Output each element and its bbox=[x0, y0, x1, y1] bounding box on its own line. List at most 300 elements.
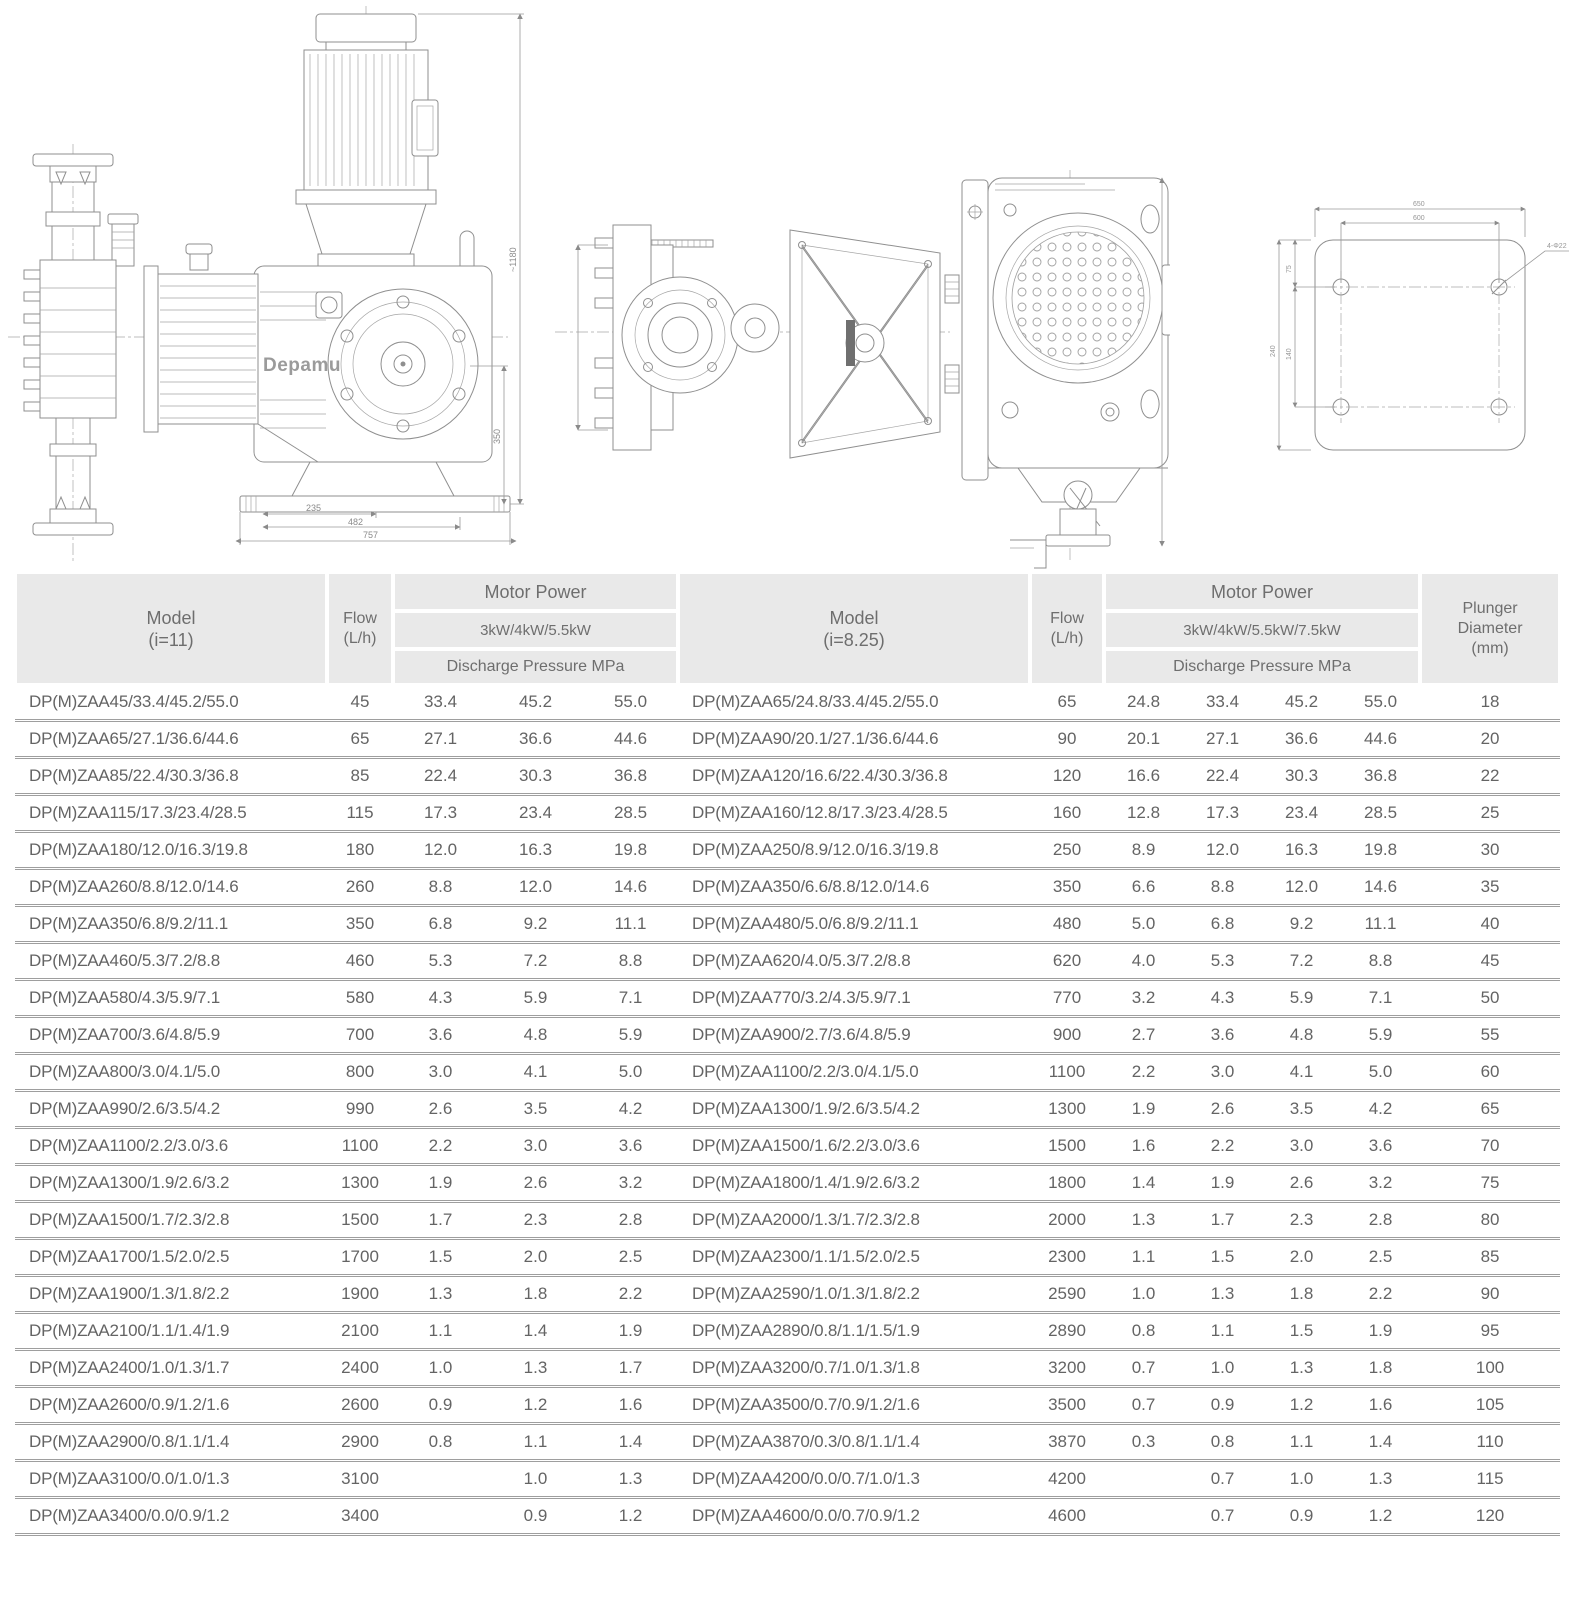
header-ratio-right-label: (i=8.25) bbox=[823, 629, 885, 650]
pressure-cell-right-0: 2.7 bbox=[1104, 1018, 1183, 1055]
pressure-cell-left-2: 1.7 bbox=[583, 1351, 678, 1388]
pressure-cell-right-1: 6.8 bbox=[1183, 907, 1262, 944]
pressure-cell-left-0: 1.5 bbox=[393, 1240, 488, 1277]
flow-cell-left: 3100 bbox=[327, 1462, 393, 1499]
pressure-cell-left-2: 14.6 bbox=[583, 870, 678, 907]
flow-cell-right: 770 bbox=[1030, 981, 1104, 1018]
pressure-cell-left-0: 1.3 bbox=[393, 1277, 488, 1314]
model-cell-left: DP(M)ZAA180/12.0/16.3/19.8 bbox=[15, 833, 327, 870]
header-model-left-label: Model bbox=[146, 607, 196, 628]
flow-cell-left: 115 bbox=[327, 796, 393, 833]
plunger-diameter-cell: 100 bbox=[1420, 1351, 1560, 1388]
pressure-cell-left-2: 8.8 bbox=[583, 944, 678, 981]
header-motor-power-left: Motor Power bbox=[393, 572, 678, 611]
pressure-cell-right-3: 11.1 bbox=[1341, 907, 1420, 944]
spec-row bbox=[15, 1203, 1560, 1240]
flow-cell-right: 3500 bbox=[1030, 1388, 1104, 1425]
pressure-cell-right-3: 1.2 bbox=[1341, 1499, 1420, 1536]
pressure-cell-left-1: 1.0 bbox=[488, 1462, 583, 1499]
flow-cell-right: 250 bbox=[1030, 833, 1104, 870]
pressure-cell-left-2: 19.8 bbox=[583, 833, 678, 870]
pressure-cell-left-2: 44.6 bbox=[583, 722, 678, 759]
pressure-cell-right-3: 14.6 bbox=[1341, 870, 1420, 907]
model-cell-left: DP(M)ZAA2900/0.8/1.1/1.4 bbox=[15, 1425, 327, 1462]
model-cell-right: DP(M)ZAA620/4.0/5.3/7.2/8.8 bbox=[678, 944, 1030, 981]
flow-cell-right: 3870 bbox=[1030, 1425, 1104, 1462]
flow-cell-left: 1900 bbox=[327, 1277, 393, 1314]
model-cell-right: DP(M)ZAA2300/1.1/1.5/2.0/2.5 bbox=[678, 1240, 1030, 1277]
header-flow-left bbox=[327, 572, 393, 685]
header-flow-right-label: Flow bbox=[1050, 609, 1084, 627]
model-cell-right: DP(M)ZAA65/24.8/33.4/45.2/55.0 bbox=[678, 685, 1030, 722]
pressure-cell-left-1: 1.2 bbox=[488, 1388, 583, 1425]
pressure-cell-right-2: 9.2 bbox=[1262, 907, 1341, 944]
pressure-cell-left-2: 3.2 bbox=[583, 1166, 678, 1203]
pressure-cell-right-2: 3.0 bbox=[1262, 1129, 1341, 1166]
pressure-cell-right-0: 1.0 bbox=[1104, 1277, 1183, 1314]
pressure-cell-right-2: 2.0 bbox=[1262, 1240, 1341, 1277]
plunger-diameter-cell: 50 bbox=[1420, 981, 1560, 1018]
flow-cell-right: 90 bbox=[1030, 722, 1104, 759]
pressure-cell-right-0: 24.8 bbox=[1104, 685, 1183, 722]
brand-label: Depamu bbox=[263, 355, 341, 376]
pressure-cell-right-2: 1.8 bbox=[1262, 1277, 1341, 1314]
pressure-cell-left-0: 4.3 bbox=[393, 981, 488, 1018]
plunger-diameter-cell: 85 bbox=[1420, 1240, 1560, 1277]
plunger-diameter-cell: 120 bbox=[1420, 1499, 1560, 1536]
dim-edge-offset: 75 bbox=[1286, 265, 1293, 273]
pressure-cell-left-0: 1.1 bbox=[393, 1314, 488, 1351]
pressure-cell-left-0 bbox=[393, 1462, 488, 1499]
pressure-cell-right-2: 4.1 bbox=[1262, 1055, 1341, 1092]
spec-row bbox=[15, 1055, 1560, 1092]
pressure-cell-left-0: 3.6 bbox=[393, 1018, 488, 1055]
flow-cell-right: 1300 bbox=[1030, 1092, 1104, 1129]
flow-cell-left: 700 bbox=[327, 1018, 393, 1055]
flow-cell-left: 800 bbox=[327, 1055, 393, 1092]
pressure-cell-right-3: 1.8 bbox=[1341, 1351, 1420, 1388]
model-cell-left: DP(M)ZAA3100/0.0/1.0/1.3 bbox=[15, 1462, 327, 1499]
pressure-cell-right-0: 3.2 bbox=[1104, 981, 1183, 1018]
flow-cell-left: 580 bbox=[327, 981, 393, 1018]
pressure-cell-left-2: 3.6 bbox=[583, 1129, 678, 1166]
model-cell-left: DP(M)ZAA260/8.8/12.0/14.6 bbox=[15, 870, 327, 907]
plunger-diameter-cell: 30 bbox=[1420, 833, 1560, 870]
pressure-cell-left-1: 2.0 bbox=[488, 1240, 583, 1277]
model-cell-right: DP(M)ZAA3870/0.3/0.8/1.1/1.4 bbox=[678, 1425, 1030, 1462]
model-cell-left: DP(M)ZAA800/3.0/4.1/5.0 bbox=[15, 1055, 327, 1092]
pressure-cell-right-0: 0.8 bbox=[1104, 1314, 1183, 1351]
pressure-cell-right-0: 1.4 bbox=[1104, 1166, 1183, 1203]
pressure-cell-right-0: 1.6 bbox=[1104, 1129, 1183, 1166]
flow-cell-right: 350 bbox=[1030, 870, 1104, 907]
pressure-cell-right-0: 0.7 bbox=[1104, 1388, 1183, 1425]
dim-overall-height: ~1180 bbox=[508, 247, 518, 272]
flow-cell-right: 1500 bbox=[1030, 1129, 1104, 1166]
pressure-cell-left-1: 16.3 bbox=[488, 833, 583, 870]
spec-row bbox=[15, 796, 1560, 833]
header-flow-right bbox=[1030, 572, 1104, 685]
dim-base-a: 235 bbox=[306, 503, 322, 513]
spec-table-body bbox=[15, 685, 1560, 1536]
pressure-cell-right-2: 1.0 bbox=[1262, 1462, 1341, 1499]
pressure-cell-left-0: 1.0 bbox=[393, 1351, 488, 1388]
flow-cell-left: 2400 bbox=[327, 1351, 393, 1388]
pressure-cell-left-0: 2.6 bbox=[393, 1092, 488, 1129]
model-cell-left: DP(M)ZAA700/3.6/4.8/5.9 bbox=[15, 1018, 327, 1055]
pressure-cell-left-0: 8.8 bbox=[393, 870, 488, 907]
model-cell-left: DP(M)ZAA1900/1.3/1.8/2.2 bbox=[15, 1277, 327, 1314]
flow-cell-right: 160 bbox=[1030, 796, 1104, 833]
pressure-cell-right-2: 7.2 bbox=[1262, 944, 1341, 981]
model-cell-right: DP(M)ZAA2590/1.0/1.3/1.8/2.2 bbox=[678, 1277, 1030, 1314]
model-cell-left: DP(M)ZAA460/5.3/7.2/8.8 bbox=[15, 944, 327, 981]
flow-cell-left: 65 bbox=[327, 722, 393, 759]
pressure-cell-left-2: 2.8 bbox=[583, 1203, 678, 1240]
header-plunger-line1: Plunger bbox=[1462, 599, 1518, 617]
pressure-cell-left-2: 36.8 bbox=[583, 759, 678, 796]
flow-cell-left: 180 bbox=[327, 833, 393, 870]
flow-cell-left: 990 bbox=[327, 1092, 393, 1129]
pressure-cell-right-3: 55.0 bbox=[1341, 685, 1420, 722]
pressure-cell-right-1: 1.0 bbox=[1183, 1351, 1262, 1388]
pressure-cell-right-2: 16.3 bbox=[1262, 833, 1341, 870]
pressure-cell-right-2: 4.8 bbox=[1262, 1018, 1341, 1055]
pressure-cell-left-0: 12.0 bbox=[393, 833, 488, 870]
pressure-cell-left-2: 1.3 bbox=[583, 1462, 678, 1499]
pressure-cell-left-1: 30.3 bbox=[488, 759, 583, 796]
pressure-cell-left-2: 1.4 bbox=[583, 1425, 678, 1462]
plunger-diameter-cell: 40 bbox=[1420, 907, 1560, 944]
pressure-cell-right-1: 0.7 bbox=[1183, 1462, 1262, 1499]
pressure-cell-right-1: 0.8 bbox=[1183, 1425, 1262, 1462]
flow-cell-right: 65 bbox=[1030, 685, 1104, 722]
flow-cell-left: 260 bbox=[327, 870, 393, 907]
pressure-cell-right-1: 3.6 bbox=[1183, 1018, 1262, 1055]
pressure-cell-right-1: 1.7 bbox=[1183, 1203, 1262, 1240]
flow-cell-right: 2890 bbox=[1030, 1314, 1104, 1351]
flow-cell-right: 1800 bbox=[1030, 1166, 1104, 1203]
pressure-cell-left-2: 2.2 bbox=[583, 1277, 678, 1314]
spec-row bbox=[15, 833, 1560, 870]
header-flow-unit-left-label: (L/h) bbox=[343, 629, 377, 647]
pressure-cell-left-0: 2.2 bbox=[393, 1129, 488, 1166]
pressure-cell-right-0 bbox=[1104, 1462, 1183, 1499]
plunger-diameter-cell: 35 bbox=[1420, 870, 1560, 907]
spec-row bbox=[15, 1314, 1560, 1351]
flow-cell-right: 4600 bbox=[1030, 1499, 1104, 1536]
pressure-cell-right-1: 8.8 bbox=[1183, 870, 1262, 907]
dim-plate-width: 650 bbox=[1413, 201, 1425, 208]
spec-row bbox=[15, 1351, 1560, 1388]
pressure-cell-right-0 bbox=[1104, 1499, 1183, 1536]
pressure-cell-left-1: 4.1 bbox=[488, 1055, 583, 1092]
flow-cell-left: 1700 bbox=[327, 1240, 393, 1277]
pressure-cell-right-0: 5.0 bbox=[1104, 907, 1183, 944]
spec-table-section bbox=[15, 572, 1560, 1536]
spec-row bbox=[15, 1425, 1560, 1462]
pressure-cell-right-3: 4.2 bbox=[1341, 1092, 1420, 1129]
pressure-cell-right-3: 3.2 bbox=[1341, 1166, 1420, 1203]
model-cell-right: DP(M)ZAA1800/1.4/1.9/2.6/3.2 bbox=[678, 1166, 1030, 1203]
model-cell-right: DP(M)ZAA770/3.2/4.3/5.9/7.1 bbox=[678, 981, 1030, 1018]
model-cell-right: DP(M)ZAA3500/0.7/0.9/1.2/1.6 bbox=[678, 1388, 1030, 1425]
header-model-right-label: Model bbox=[829, 607, 879, 628]
pressure-cell-left-1: 2.6 bbox=[488, 1166, 583, 1203]
header-model-right bbox=[678, 572, 1030, 685]
pressure-cell-left-1: 45.2 bbox=[488, 685, 583, 722]
pressure-cell-left-2: 2.5 bbox=[583, 1240, 678, 1277]
pressure-cell-right-0: 0.3 bbox=[1104, 1425, 1183, 1462]
pressure-cell-left-1: 9.2 bbox=[488, 907, 583, 944]
model-cell-right: DP(M)ZAA4600/0.0/0.7/0.9/1.2 bbox=[678, 1499, 1030, 1536]
pressure-cell-right-3: 5.0 bbox=[1341, 1055, 1420, 1092]
flow-cell-left: 3400 bbox=[327, 1499, 393, 1536]
plunger-diameter-cell: 18 bbox=[1420, 685, 1560, 722]
dim-hole-spacing: 140 bbox=[1286, 348, 1293, 360]
spec-row bbox=[15, 907, 1560, 944]
header-ratio-left-label: (i=11) bbox=[148, 629, 194, 650]
pressure-cell-right-2: 1.1 bbox=[1262, 1425, 1341, 1462]
pressure-cell-right-0: 0.7 bbox=[1104, 1351, 1183, 1388]
plunger-diameter-cell: 110 bbox=[1420, 1425, 1560, 1462]
hole-callout: 4-Φ22 bbox=[1547, 243, 1567, 250]
flow-cell-right: 2590 bbox=[1030, 1277, 1104, 1314]
pressure-cell-right-3: 44.6 bbox=[1341, 722, 1420, 759]
pressure-cell-left-1: 1.8 bbox=[488, 1277, 583, 1314]
flow-cell-left: 2600 bbox=[327, 1388, 393, 1425]
model-cell-left: DP(M)ZAA2100/1.1/1.4/1.9 bbox=[15, 1314, 327, 1351]
pressure-cell-right-2: 2.3 bbox=[1262, 1203, 1341, 1240]
flow-cell-right: 1100 bbox=[1030, 1055, 1104, 1092]
pressure-cell-right-1: 22.4 bbox=[1183, 759, 1262, 796]
model-cell-right: DP(M)ZAA90/20.1/27.1/36.6/44.6 bbox=[678, 722, 1030, 759]
model-cell-right: DP(M)ZAA350/6.6/8.8/12.0/14.6 bbox=[678, 870, 1030, 907]
pressure-cell-right-2: 30.3 bbox=[1262, 759, 1341, 796]
pressure-cell-right-1: 1.1 bbox=[1183, 1314, 1262, 1351]
pressure-cell-left-0: 1.7 bbox=[393, 1203, 488, 1240]
pressure-cell-right-3: 28.5 bbox=[1341, 796, 1420, 833]
pressure-cell-right-1: 0.7 bbox=[1183, 1499, 1262, 1536]
spec-row bbox=[15, 1499, 1560, 1536]
pressure-cell-left-1: 5.9 bbox=[488, 981, 583, 1018]
pressure-cell-right-3: 1.6 bbox=[1341, 1388, 1420, 1425]
header-model-left bbox=[15, 572, 327, 685]
base-plate-drawing bbox=[1245, 195, 1575, 490]
pressure-cell-right-2: 45.2 bbox=[1262, 685, 1341, 722]
spec-row bbox=[15, 981, 1560, 1018]
pressure-cell-left-1: 1.3 bbox=[488, 1351, 583, 1388]
pressure-cell-right-3: 1.9 bbox=[1341, 1314, 1420, 1351]
plunger-diameter-cell: 115 bbox=[1420, 1462, 1560, 1499]
plunger-diameter-cell: 80 bbox=[1420, 1203, 1560, 1240]
pressure-cell-right-0: 8.9 bbox=[1104, 833, 1183, 870]
header-flow-unit-right-label: (L/h) bbox=[1050, 629, 1084, 647]
flow-cell-right: 2000 bbox=[1030, 1203, 1104, 1240]
dim-base-c: 757 bbox=[363, 530, 379, 540]
plunger-diameter-cell: 22 bbox=[1420, 759, 1560, 796]
pressure-cell-left-2: 1.2 bbox=[583, 1499, 678, 1536]
pressure-cell-right-3: 19.8 bbox=[1341, 833, 1420, 870]
plunger-diameter-cell: 55 bbox=[1420, 1018, 1560, 1055]
flow-cell-left: 2100 bbox=[327, 1314, 393, 1351]
header-discharge-right: Discharge Pressure MPa bbox=[1104, 649, 1420, 685]
pressure-cell-right-2: 5.9 bbox=[1262, 981, 1341, 1018]
spec-row bbox=[15, 1129, 1560, 1166]
spec-row bbox=[15, 1388, 1560, 1425]
header-flow-left-label: Flow bbox=[343, 609, 377, 627]
pressure-cell-left-1: 2.3 bbox=[488, 1203, 583, 1240]
pressure-cell-left-1: 1.4 bbox=[488, 1314, 583, 1351]
plunger-diameter-cell: 90 bbox=[1420, 1277, 1560, 1314]
model-cell-left: DP(M)ZAA115/17.3/23.4/28.5 bbox=[15, 796, 327, 833]
flow-cell-right: 900 bbox=[1030, 1018, 1104, 1055]
pressure-cell-right-0: 1.1 bbox=[1104, 1240, 1183, 1277]
model-cell-left: DP(M)ZAA65/27.1/36.6/44.6 bbox=[15, 722, 327, 759]
pump-front-view-drawing bbox=[8, 4, 538, 569]
pressure-cell-right-2: 1.3 bbox=[1262, 1351, 1341, 1388]
model-cell-left: DP(M)ZAA1300/1.9/2.6/3.2 bbox=[15, 1166, 327, 1203]
spec-row bbox=[15, 1240, 1560, 1277]
pressure-cell-right-2: 1.5 bbox=[1262, 1314, 1341, 1351]
pressure-cell-left-0: 0.9 bbox=[393, 1388, 488, 1425]
model-cell-left: DP(M)ZAA1500/1.7/2.3/2.8 bbox=[15, 1203, 327, 1240]
plunger-diameter-cell: 65 bbox=[1420, 1092, 1560, 1129]
pressure-cell-left-0: 6.8 bbox=[393, 907, 488, 944]
flow-cell-left: 1300 bbox=[327, 1166, 393, 1203]
technical-drawings bbox=[0, 0, 1579, 570]
spec-row bbox=[15, 759, 1560, 796]
dim-plate-height: 240 bbox=[1270, 345, 1277, 357]
header-plunger-line3: (mm) bbox=[1471, 639, 1509, 657]
pressure-cell-right-1: 2.2 bbox=[1183, 1129, 1262, 1166]
dim-shaft-height: 350 bbox=[492, 428, 502, 444]
model-cell-right: DP(M)ZAA4200/0.0/0.7/1.0/1.3 bbox=[678, 1462, 1030, 1499]
pressure-cell-left-1: 7.2 bbox=[488, 944, 583, 981]
model-cell-right: DP(M)ZAA900/2.7/3.6/4.8/5.9 bbox=[678, 1018, 1030, 1055]
pressure-cell-right-1: 1.3 bbox=[1183, 1277, 1262, 1314]
pressure-cell-right-2: 0.9 bbox=[1262, 1499, 1341, 1536]
header-motor-power-right: Motor Power bbox=[1104, 572, 1420, 611]
pressure-cell-right-1: 33.4 bbox=[1183, 685, 1262, 722]
pressure-cell-right-3: 2.2 bbox=[1341, 1277, 1420, 1314]
pressure-cell-left-0 bbox=[393, 1499, 488, 1536]
flow-cell-right: 480 bbox=[1030, 907, 1104, 944]
pressure-cell-right-1: 27.1 bbox=[1183, 722, 1262, 759]
pressure-cell-right-0: 6.6 bbox=[1104, 870, 1183, 907]
pressure-cell-right-0: 20.1 bbox=[1104, 722, 1183, 759]
model-cell-right: DP(M)ZAA2000/1.3/1.7/2.3/2.8 bbox=[678, 1203, 1030, 1240]
pressure-cell-right-2: 36.6 bbox=[1262, 722, 1341, 759]
plunger-diameter-cell: 20 bbox=[1420, 722, 1560, 759]
pressure-cell-left-2: 28.5 bbox=[583, 796, 678, 833]
flow-cell-left: 45 bbox=[327, 685, 393, 722]
plunger-diameter-cell: 75 bbox=[1420, 1166, 1560, 1203]
spec-row bbox=[15, 944, 1560, 981]
pressure-cell-right-0: 1.3 bbox=[1104, 1203, 1183, 1240]
pressure-cell-right-3: 2.8 bbox=[1341, 1203, 1420, 1240]
flow-cell-left: 2900 bbox=[327, 1425, 393, 1462]
flow-cell-left: 350 bbox=[327, 907, 393, 944]
pressure-cell-left-2: 5.0 bbox=[583, 1055, 678, 1092]
pressure-cell-right-3: 2.5 bbox=[1341, 1240, 1420, 1277]
pressure-cell-left-1: 4.8 bbox=[488, 1018, 583, 1055]
pressure-cell-right-1: 12.0 bbox=[1183, 833, 1262, 870]
flow-cell-right: 120 bbox=[1030, 759, 1104, 796]
model-cell-left: DP(M)ZAA2600/0.9/1.2/1.6 bbox=[15, 1388, 327, 1425]
pressure-cell-right-1: 17.3 bbox=[1183, 796, 1262, 833]
pressure-cell-left-2: 4.2 bbox=[583, 1092, 678, 1129]
spec-row bbox=[15, 1018, 1560, 1055]
pressure-cell-right-0: 12.8 bbox=[1104, 796, 1183, 833]
pressure-cell-left-2: 1.9 bbox=[583, 1314, 678, 1351]
model-cell-left: DP(M)ZAA85/22.4/30.3/36.8 bbox=[15, 759, 327, 796]
pressure-cell-right-3: 36.8 bbox=[1341, 759, 1420, 796]
pressure-cell-right-1: 1.9 bbox=[1183, 1166, 1262, 1203]
pressure-cell-right-3: 1.3 bbox=[1341, 1462, 1420, 1499]
model-cell-right: DP(M)ZAA1100/2.2/3.0/4.1/5.0 bbox=[678, 1055, 1030, 1092]
plunger-diameter-cell: 25 bbox=[1420, 796, 1560, 833]
model-cell-left: DP(M)ZAA580/4.3/5.9/7.1 bbox=[15, 981, 327, 1018]
pressure-cell-left-1: 3.5 bbox=[488, 1092, 583, 1129]
flow-cell-left: 1100 bbox=[327, 1129, 393, 1166]
plunger-diameter-cell: 95 bbox=[1420, 1314, 1560, 1351]
pressure-cell-right-3: 1.4 bbox=[1341, 1425, 1420, 1462]
pressure-cell-right-3: 5.9 bbox=[1341, 1018, 1420, 1055]
pressure-cell-left-1: 36.6 bbox=[488, 722, 583, 759]
model-cell-left: DP(M)ZAA45/33.4/45.2/55.0 bbox=[15, 685, 327, 722]
header-discharge-left: Discharge Pressure MPa bbox=[393, 649, 678, 685]
pressure-cell-left-1: 1.1 bbox=[488, 1425, 583, 1462]
spec-row bbox=[15, 722, 1560, 759]
spec-row bbox=[15, 870, 1560, 907]
header-plunger-diameter bbox=[1420, 572, 1560, 685]
model-cell-right: DP(M)ZAA120/16.6/22.4/30.3/36.8 bbox=[678, 759, 1030, 796]
pressure-cell-right-0: 2.2 bbox=[1104, 1055, 1183, 1092]
spec-row bbox=[15, 1092, 1560, 1129]
pressure-cell-right-3: 8.8 bbox=[1341, 944, 1420, 981]
plunger-diameter-cell: 105 bbox=[1420, 1388, 1560, 1425]
model-cell-left: DP(M)ZAA1100/2.2/3.0/3.6 bbox=[15, 1129, 327, 1166]
pressure-cell-left-2: 55.0 bbox=[583, 685, 678, 722]
plunger-diameter-cell: 70 bbox=[1420, 1129, 1560, 1166]
model-cell-left: DP(M)ZAA3400/0.0/0.9/1.2 bbox=[15, 1499, 327, 1536]
pressure-cell-right-0: 1.9 bbox=[1104, 1092, 1183, 1129]
model-cell-right: DP(M)ZAA2890/0.8/1.1/1.5/1.9 bbox=[678, 1314, 1030, 1351]
spec-row bbox=[15, 1462, 1560, 1499]
pressure-cell-right-1: 3.0 bbox=[1183, 1055, 1262, 1092]
spec-row bbox=[15, 1166, 1560, 1203]
model-cell-right: DP(M)ZAA1500/1.6/2.2/3.0/3.6 bbox=[678, 1129, 1030, 1166]
flow-cell-left: 1500 bbox=[327, 1203, 393, 1240]
pressure-cell-left-2: 11.1 bbox=[583, 907, 678, 944]
model-cell-right: DP(M)ZAA160/12.8/17.3/23.4/28.5 bbox=[678, 796, 1030, 833]
model-cell-left: DP(M)ZAA1700/1.5/2.0/2.5 bbox=[15, 1240, 327, 1277]
pressure-cell-right-2: 1.2 bbox=[1262, 1388, 1341, 1425]
flow-cell-right: 4200 bbox=[1030, 1462, 1104, 1499]
pressure-cell-right-1: 1.5 bbox=[1183, 1240, 1262, 1277]
model-cell-right: DP(M)ZAA250/8.9/12.0/16.3/19.8 bbox=[678, 833, 1030, 870]
pressure-cell-left-1: 0.9 bbox=[488, 1499, 583, 1536]
pressure-cell-right-1: 2.6 bbox=[1183, 1092, 1262, 1129]
pressure-cell-left-1: 12.0 bbox=[488, 870, 583, 907]
pressure-cell-right-2: 12.0 bbox=[1262, 870, 1341, 907]
pressure-cell-left-0: 17.3 bbox=[393, 796, 488, 833]
pressure-cell-right-3: 7.1 bbox=[1341, 981, 1420, 1018]
flow-cell-right: 620 bbox=[1030, 944, 1104, 981]
plunger-diameter-cell: 45 bbox=[1420, 944, 1560, 981]
header-kw-left: 3kW/4kW/5.5kW bbox=[393, 611, 678, 649]
